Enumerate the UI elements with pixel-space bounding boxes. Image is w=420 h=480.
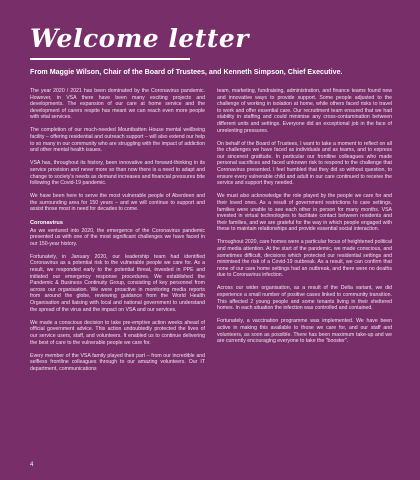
paragraph: VSA has, throughout its history, been innovative and forward-thinking in its service provision and never more so than now there is a need to adapt and change to society's needs as demand increases and financial pressures bite following the Covid-19 pandemic.: [30, 160, 205, 187]
paragraph: The completion of our much-needed Mountbatten House mental wellbeing facility – offering residential and outreach support – will also extend our help to so many in our community who are struggling with the impact of addiction and other mental health issues.: [30, 127, 205, 154]
page-title: Welcome letter: [30, 24, 249, 53]
letter-body: [30, 88, 392, 463]
section-heading-coronavirus: Coronavirus: [30, 219, 63, 226]
title-underline: [30, 58, 190, 60]
paragraph: Fortunately, in January 2020, our leadership team had identified Coronavirus as a potential risk to the vulnerable people we care for. As a result, we responded early to the potential threat, invested in PPE and initiated our emergency response procedures. We established the Pandemic & Business Continuity Group, consisting of key personnel from across our organisation. We were proactive in monitoring media reports from around the globe, reviewing guidance from the World Health Organisation and liaising with local and national government to understand the spread of the virus and the impact on VSA and our services.: [30, 253, 205, 313]
paragraph: The year 2020 / 2021 has been dominated by the Coronavirus pandemic. However, in VSA there have been many exciting projects and developments. The expansion of our care at home service and the development of carers respite has meant we can reach even more people with vital services.: [30, 88, 205, 121]
paragraph: team, marketing, fundraising, administration, and finance teams found new and innovative ways to provide support. Some people adjusted to the challenge of working in isolation at home, while others faced risks to travel to work and offer essential care. Our recruitment team ensured that we had stability in staffing and could minimise any cross-contamination between different units and settings. Everyone did an exceptional job in the face of unrelenting pressures.: [217, 88, 392, 134]
left-column: [30, 88, 205, 463]
page-number: 4: [30, 462, 34, 468]
page-subtitle: From Maggie Wilson, Chair of the Board of Trustees, and Kenneth Simpson, Chief Executive.: [30, 68, 343, 76]
paragraph: Throughout 2020, care homes were a particular focus of heightened political and media attention. At the start of the pandemic, we made conscious, and sometimes difficult, decisions which protected our residential settings and minimised the risk of a Covid-19 outbreak. As a result, we can confirm that none of our care home settings had an outbreak, and there were no deaths due to Coronavirus infection.: [217, 239, 392, 279]
paragraph: As we ventured into 2020, the emergence of the Coronavirus pandemic presented us with one of the most significant challenges we have faced in our 150-year history.: [30, 227, 205, 247]
paragraph: On behalf of the Board of Trustees, I want to take a moment to reflect on all the challenges we have faced as individuals and as teams, and to express our sincerest gratitude. In particular our frontline colleagues who made personal sacrifices and faced unknown risk to respond to the challenge that Coronavirus presented. I feel humbled that they did so without question, to ensure every vulnerable child and adult in our care continued to receive the service and support they needed.: [217, 140, 392, 187]
right-column: [217, 88, 392, 463]
paragraph: Every member of the VSA family played their part – from our incredible and selfless frontline colleagues through to our amazing volunteers. Our IT department, communications: [30, 352, 205, 372]
paragraph: We made a conscious decision to take pre-emptive action weeks ahead of official government advice. This action undoubtedly protected the lives of our service users, staff, and volunteers. It enabled us to continue delivering the best of care to the vulnerable people we care for.: [30, 319, 205, 346]
paragraph: Across our wider organisation, as a result of the Delta variant, we did experience a small number of positive cases linked to community transition. This affected 2 young people and some tenants living in their sheltered homes. In each situation the infection was controlled and contained.: [217, 285, 392, 312]
paragraph: Fortunately, a vaccination programme was implemented. We have been active in making this available to those we care for, and our staff and volunteers, as soon as possible. There has been maximum take-up and we are currently encouraging everyone to take the "booster".: [217, 318, 392, 345]
paragraph: We have been here to serve the most vulnerable people of Aberdeen and the surrounding area for 150 years – and we will continue to support and assist those most in need for decades to come.: [30, 193, 205, 213]
paragraph: We must also acknowledge the role played by the people we care for and their loved ones. As a result of government restrictions to care settings, families were unable to see each other in person for many months. VSA invested in virtual technologies to facilitate contact between residents and their families, and we are grateful for the way in which people engaged with these to maintain relationships and provide essential social interaction.: [217, 193, 392, 233]
